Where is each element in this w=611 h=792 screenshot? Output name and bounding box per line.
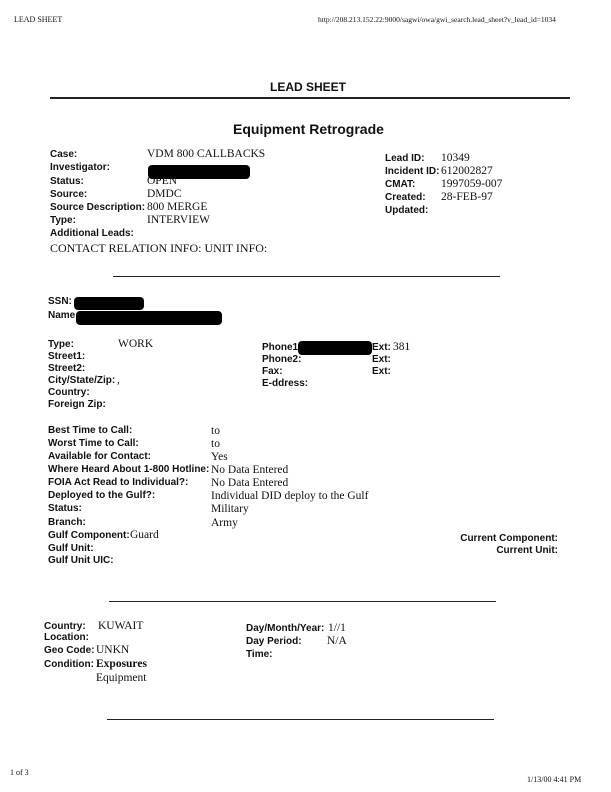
ext2-label: Ext:: [372, 354, 391, 365]
city-state-zip-label: City/State/Zip:: [48, 375, 116, 386]
status-label: Status:: [50, 176, 84, 187]
gulf-unit-uic-label: Gulf Unit UIC:: [48, 555, 114, 566]
day-period-label: Day Period:: [246, 636, 302, 647]
address-type-value: WORK: [118, 338, 154, 350]
condition-label: Condition:: [44, 659, 94, 670]
name-label: Name: [48, 310, 76, 321]
phone1-redaction: [298, 341, 372, 355]
phone2-label: Phone2:: [262, 354, 302, 365]
deployed-value: Individual DID deploy to the Gulf: [211, 490, 369, 502]
created-value: 28-FEB-97: [441, 191, 493, 203]
condition-value-2: Equipment: [96, 672, 147, 684]
geo-code-label: Geo Code:: [44, 645, 95, 656]
incident-id-value: 612002827: [441, 165, 493, 177]
type-value: INTERVIEW: [147, 214, 210, 226]
contact-relation-info: CONTACT RELATION INFO: UNIT INFO:: [50, 241, 268, 255]
email-label: E-ddress:: [262, 378, 309, 389]
page-subtitle: Equipment Retrograde: [233, 121, 384, 137]
time-label: Time:: [246, 649, 273, 660]
day-month-year-value: 1//1: [328, 622, 346, 634]
branch-label: Branch:: [48, 517, 86, 528]
available-label: Available for Contact:: [48, 451, 151, 462]
lead-id-value: 10349: [441, 152, 470, 164]
created-label: Created:: [385, 192, 426, 203]
print-timestamp: 1/13/00 4:41 PM: [527, 775, 582, 784]
heard-about-label: Where Heard About 1-800 Hotline:: [48, 464, 210, 475]
heard-about-value: No Data Entered: [211, 464, 289, 476]
available-value: Yes: [211, 451, 228, 463]
service-status-value: Military: [211, 503, 249, 515]
lead-id-label: Lead ID:: [385, 153, 425, 164]
title-rule: [50, 97, 570, 99]
case-value: VDM 800 CALLBACKS: [147, 148, 266, 160]
page-header-left: LEAD SHEET: [14, 15, 63, 24]
phone1-label: Phone1: [262, 342, 299, 353]
status-value: OPEN: [147, 175, 178, 187]
type-label: Type:: [50, 215, 76, 226]
ssn-redaction: [74, 297, 144, 310]
foia-label: FOIA Act Read to Individual?:: [48, 477, 189, 488]
ssn-label: SSN:: [48, 296, 72, 307]
loc-country-label: Country:: [44, 621, 86, 632]
best-time-value: to: [211, 425, 220, 437]
service-status-label: Status:: [48, 503, 82, 514]
cmat-value: 1997059-007: [441, 178, 503, 190]
street2-label: Street2:: [48, 363, 86, 374]
additional-leads-label: Additional Leads:: [50, 228, 134, 239]
source-value: DMDC: [147, 188, 182, 200]
gulf-component-label: Gulf Component:: [48, 530, 130, 541]
branch-value: Army: [211, 517, 238, 529]
case-label: Case:: [50, 149, 78, 160]
deployed-label: Deployed to the Gulf?:: [48, 490, 156, 501]
updated-label: Updated:: [385, 205, 429, 216]
section-divider-3: [107, 719, 494, 720]
cmat-label: CMAT:: [385, 179, 416, 190]
ext1-label: Ext:: [372, 342, 391, 353]
ext1-value: 381: [393, 341, 411, 353]
worst-time-label: Worst Time to Call:: [48, 438, 139, 449]
best-time-label: Best Time to Call:: [48, 425, 133, 436]
current-component-label: Current Component:: [460, 533, 558, 544]
condition-value: Exposures: [96, 658, 147, 670]
foia-value: No Data Entered: [211, 477, 289, 489]
ext3-label: Ext:: [372, 366, 391, 377]
source-label: Source:: [50, 189, 88, 200]
fax-label: Fax:: [262, 366, 283, 377]
street1-label: Street1:: [48, 351, 86, 362]
section-divider-1: [113, 276, 500, 277]
current-unit-label: Current Unit:: [496, 545, 558, 556]
day-month-year-label: Day/Month/Year:: [246, 623, 325, 634]
address-type-label: Type:: [48, 339, 74, 350]
day-period-value: N/A: [327, 635, 347, 647]
gulf-unit-label: Gulf Unit:: [48, 543, 94, 554]
source-description-value: 800 MERGE: [147, 201, 208, 213]
geo-code-value: UNKN: [96, 644, 130, 656]
page-number: 1 of 3: [10, 768, 29, 777]
section-divider-2: [109, 601, 496, 602]
city-state-zip-value: ,: [117, 374, 120, 386]
page-title: LEAD SHEET: [270, 80, 347, 94]
loc-location-label: Location:: [44, 632, 89, 643]
foreign-zip-label: Foreign Zip:: [48, 399, 106, 410]
source-description-label: Source Description:: [50, 202, 146, 213]
page-header-url[interactable]: http://208.213.152.22:9000/sagwi/owa/gwi_search.lead_sheet?v_lead_id=1034: [318, 15, 556, 24]
incident-id-label: Incident ID:: [385, 166, 440, 177]
loc-country-value: KUWAIT: [98, 620, 144, 632]
gulf-component-value: Guard: [130, 529, 159, 541]
country-label: Country:: [48, 387, 90, 398]
investigator-label: Investigator:: [50, 162, 111, 173]
name-redaction: [76, 311, 222, 325]
worst-time-value: to: [211, 438, 220, 450]
